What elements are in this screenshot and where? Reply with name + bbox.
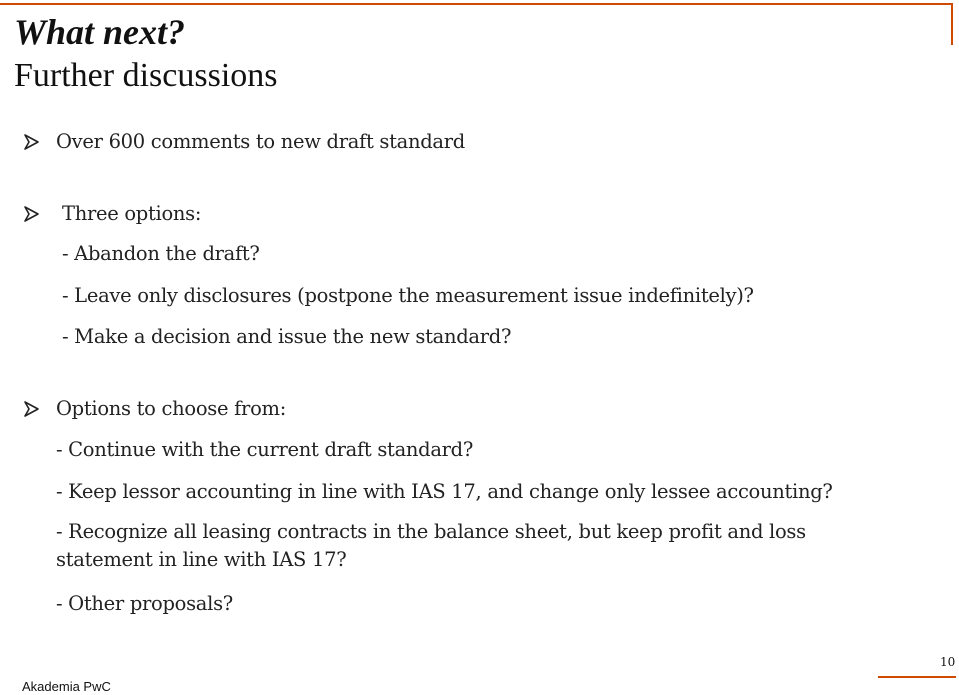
- list-item: Over 600 comments to new draft standard: [56, 130, 465, 153]
- list-item: - Leave only disclosures (postpone the measurement issue indefinitely)?: [62, 284, 754, 307]
- list-item: Options to choose from:: [56, 397, 286, 420]
- page-number: 10: [940, 655, 956, 669]
- list-item: - Make a decision and issue the new standard?: [62, 325, 512, 348]
- list-item: - Keep lessor accounting in line with IAS 17, and change only lessee accounting?: [56, 480, 833, 503]
- list-item: - Abandon the draft?: [62, 242, 260, 265]
- arrow-bullet-icon: [22, 132, 42, 152]
- slide-title: What next?: [14, 12, 186, 52]
- arrow-bullet-icon: [22, 204, 42, 224]
- slide-subtitle: Further discussions: [14, 57, 278, 94]
- footer-brand: Akademia PwC: [22, 679, 111, 694]
- top-accent-rule: [0, 3, 951, 5]
- right-accent-rule: [951, 3, 953, 45]
- list-item: statement in line with IAS 17?: [56, 548, 347, 571]
- list-item: - Continue with the current draft standard?: [56, 438, 474, 461]
- list-item: Three options:: [62, 202, 202, 225]
- list-item: - Other proposals?: [56, 592, 233, 615]
- bottom-accent-rule: [878, 676, 956, 678]
- arrow-bullet-icon: [22, 399, 42, 419]
- list-item: - Recognize all leasing contracts in the balance sheet, but keep profit and loss: [56, 520, 806, 543]
